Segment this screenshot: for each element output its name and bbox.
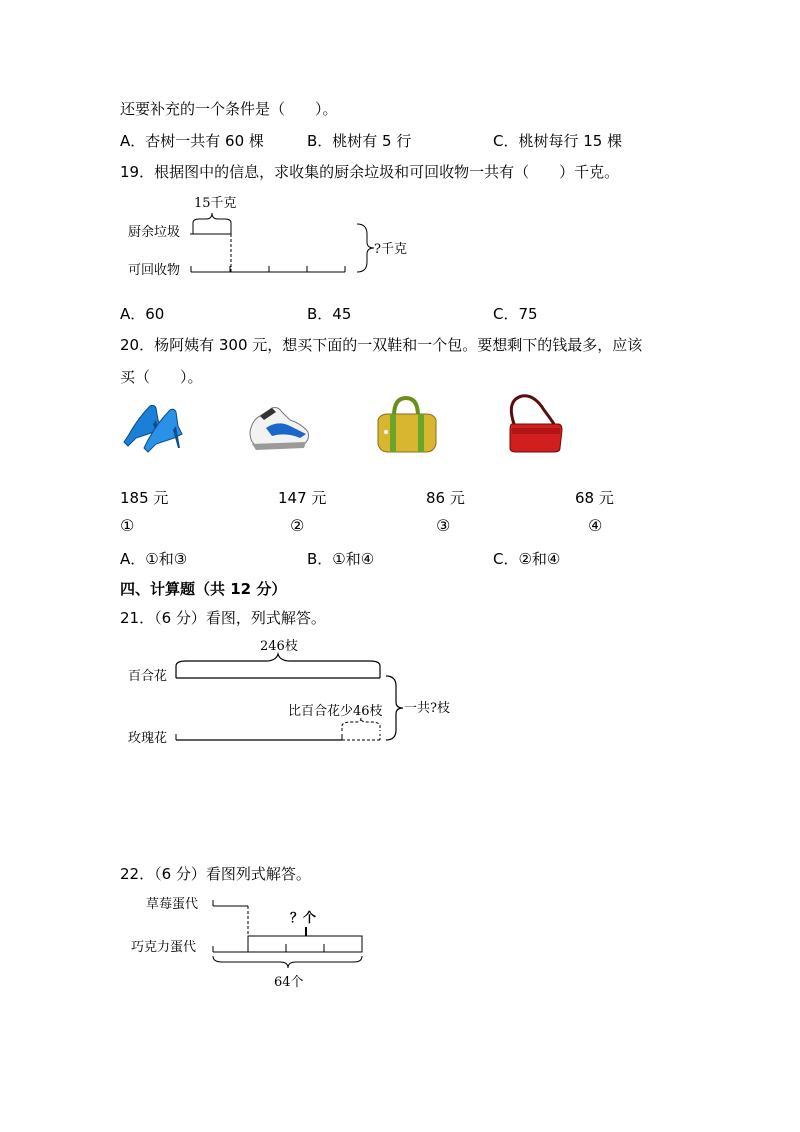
q20-option-a[interactable]: A．①和③: [120, 550, 188, 568]
q22-stem: 22．（6 分）看图列式解答。: [120, 865, 311, 883]
q22-row2-label: 巧克力蛋代: [131, 940, 197, 955]
q18-stem-tail: 还要补充的一个条件是（ ）。: [120, 100, 338, 118]
high-heels-icon: [118, 398, 188, 458]
q22-bottom-brace: [213, 956, 362, 968]
item2-marker: ②: [290, 516, 305, 535]
q21-right-brace: [386, 676, 403, 740]
q21-stem: 21．（6 分）看图，列式解答。: [120, 609, 326, 627]
q19-top-brace: [193, 213, 231, 234]
item2-price: 147 元: [278, 489, 327, 507]
q21-top-label: 246枝: [260, 639, 298, 654]
item4-price: 68 元: [575, 489, 614, 507]
q20-stem-line1: 20．杨阿姨有 300 元，想买下面的一双鞋和一个包。要想剩下的钱最多，应该: [120, 336, 643, 354]
q19-top-label: 15千克: [194, 196, 237, 211]
q18-option-c[interactable]: C．桃树每行 15 棵: [493, 132, 623, 150]
q19-diagram: [0, 190, 800, 290]
q18-option-b[interactable]: B．桃树有 5 行: [307, 132, 412, 150]
q21-diagram: [0, 630, 800, 750]
q21-total-label: 一共?枝: [404, 701, 450, 716]
q22-question-label: ？个: [290, 911, 317, 926]
item3-marker: ③: [436, 516, 451, 535]
q21-row1-label: 百合花: [128, 669, 168, 684]
q18-option-a[interactable]: A．杏树一共有 60 棵: [120, 132, 264, 150]
q21-diff-label: 比百合花少46枝: [288, 704, 383, 719]
q19-row2-label: 可回收物: [128, 263, 181, 278]
item3-price: 86 元: [426, 489, 465, 507]
q19-right-brace: [357, 224, 374, 272]
duffel-bag-icon: [372, 392, 442, 462]
q19-total-label: ?千克: [374, 242, 407, 257]
handbag-icon: [500, 388, 570, 458]
q19-option-b[interactable]: B．45: [307, 305, 352, 323]
q21-row2-label: 玫瑰花: [128, 731, 168, 746]
q22-row2-box: [248, 936, 362, 952]
q19-option-a[interactable]: A．60: [120, 305, 165, 323]
q19-stem: 19．根据图中的信息，求收集的厨余垃圾和可回收物一共有（ ）千克。: [120, 163, 620, 181]
q22-row1-label: 草莓蛋代: [146, 897, 199, 912]
item1-price: 185 元: [120, 489, 169, 507]
q22-total-label: 64个: [274, 975, 304, 990]
q20-stem-line2: 买（ ）。: [120, 368, 203, 386]
q19-option-c[interactable]: C．75: [493, 305, 538, 323]
q20-option-b[interactable]: B．①和④: [307, 550, 375, 568]
sneaker-icon: [246, 398, 316, 458]
item4-marker: ④: [588, 516, 603, 535]
q21-top-brace: [176, 654, 380, 678]
q22-diagram: [0, 890, 800, 1000]
section-title: 四、计算题（共 12 分）: [120, 580, 287, 598]
q19-row1-label: 厨余垃圾: [128, 225, 181, 240]
item1-marker: ①: [120, 516, 135, 535]
q21-diff-brace: [342, 718, 380, 731]
q20-option-c[interactable]: C．②和④: [493, 550, 561, 568]
